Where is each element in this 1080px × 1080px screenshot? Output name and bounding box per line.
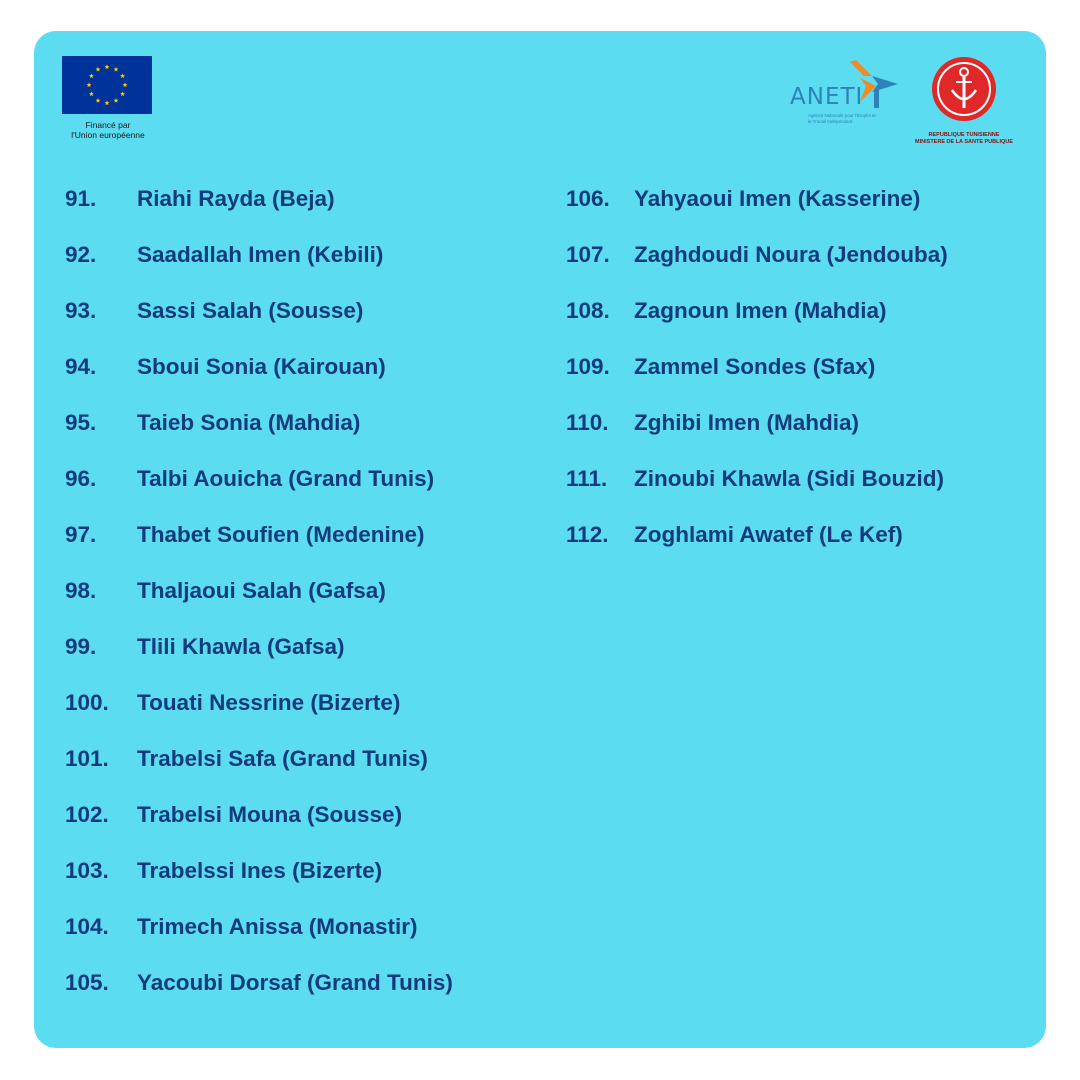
ministry-logo (910, 56, 1018, 146)
eu-caption-line2: l'Union européenne (71, 130, 145, 140)
item-number: 106. (566, 186, 610, 211)
item-name: Talbi Aouicha (Grand Tunis) (137, 466, 435, 491)
item-name: Zammel Sondes (Sfax) (634, 354, 876, 379)
item-name: Zoghlami Awatef (Le Kef) (634, 522, 903, 547)
item-number: 99. (65, 634, 97, 659)
ministry-emblem-icon (910, 56, 1018, 132)
item-name: Trabelssi Ines (Bizerte) (137, 858, 383, 883)
item-number: 100. (65, 690, 109, 715)
item-name: Zghibi Imen (Mahdia) (634, 410, 859, 435)
item-number: 104. (65, 914, 109, 939)
eu-logo (62, 56, 162, 140)
item-name: Sboui Sonia (Kairouan) (137, 354, 386, 379)
item-name: Thaljaoui Salah (Gafsa) (137, 578, 386, 603)
item-name: Riahi Rayda (Beja) (137, 186, 335, 211)
item-name: Touati Nessrine (Bizerte) (137, 690, 401, 715)
item-name: Zinoubi Khawla (Sidi Bouzid) (634, 466, 944, 491)
item-name: Zaghdoudi Noura (Jendouba) (634, 242, 948, 267)
aneti-label: ANETI (790, 84, 864, 110)
item-number: 107. (566, 242, 610, 267)
item-name: Yacoubi Dorsaf (Grand Tunis) (137, 970, 453, 995)
item-number: 105. (65, 970, 109, 995)
item-number: 108. (566, 298, 610, 323)
item-number: 94. (65, 354, 97, 379)
item-name: Thabet Soufien (Medenine) (137, 522, 425, 547)
item-name: Trabelsi Mouna (Sousse) (137, 802, 403, 827)
ministry-caption-line2: MINISTERE DE LA SANTE PUBLIQUE (915, 139, 1013, 145)
item-number: 112. (566, 522, 609, 547)
eu-caption (62, 120, 154, 140)
item-number: 102. (65, 802, 109, 827)
aneti-subtitle: Agence Nationale pour l'Emploi et le Travail Indépendant (808, 113, 876, 124)
ministry-caption-line1: REPUBLIQUE TUNISIENNE (928, 132, 1000, 138)
item-number: 92. (65, 242, 97, 267)
item-number: 109. (566, 354, 610, 379)
item-number: 101. (65, 746, 109, 771)
item-number: 97. (65, 522, 97, 547)
item-name: Zagnoun Imen (Mahdia) (634, 298, 887, 323)
ministry-caption (910, 132, 1018, 146)
item-number: 103. (65, 858, 109, 883)
item-number: 95. (65, 410, 97, 435)
item-name: Saadallah Imen (Kebili) (137, 242, 384, 267)
aneti-logo (786, 56, 906, 140)
item-name: Taieb Sonia (Mahdia) (137, 410, 361, 435)
item-number: 98. (65, 578, 97, 603)
item-number: 93. (65, 298, 97, 323)
item-number: 96. (65, 466, 97, 491)
eu-caption-line1: Financé par (85, 120, 131, 130)
item-name: Trabelsi Safa (Grand Tunis) (137, 746, 428, 771)
eu-flag-icon (62, 56, 152, 114)
item-number: 110. (566, 410, 609, 435)
item-number: 111. (566, 466, 608, 491)
item-name: Yahyaoui Imen (Kasserine) (634, 186, 921, 211)
item-name: Trimech Anissa (Monastir) (137, 914, 418, 939)
item-number: 91. (65, 186, 97, 211)
item-name: Sassi Salah (Sousse) (137, 298, 364, 323)
item-name: Tlili Khawla (Gafsa) (137, 634, 345, 659)
